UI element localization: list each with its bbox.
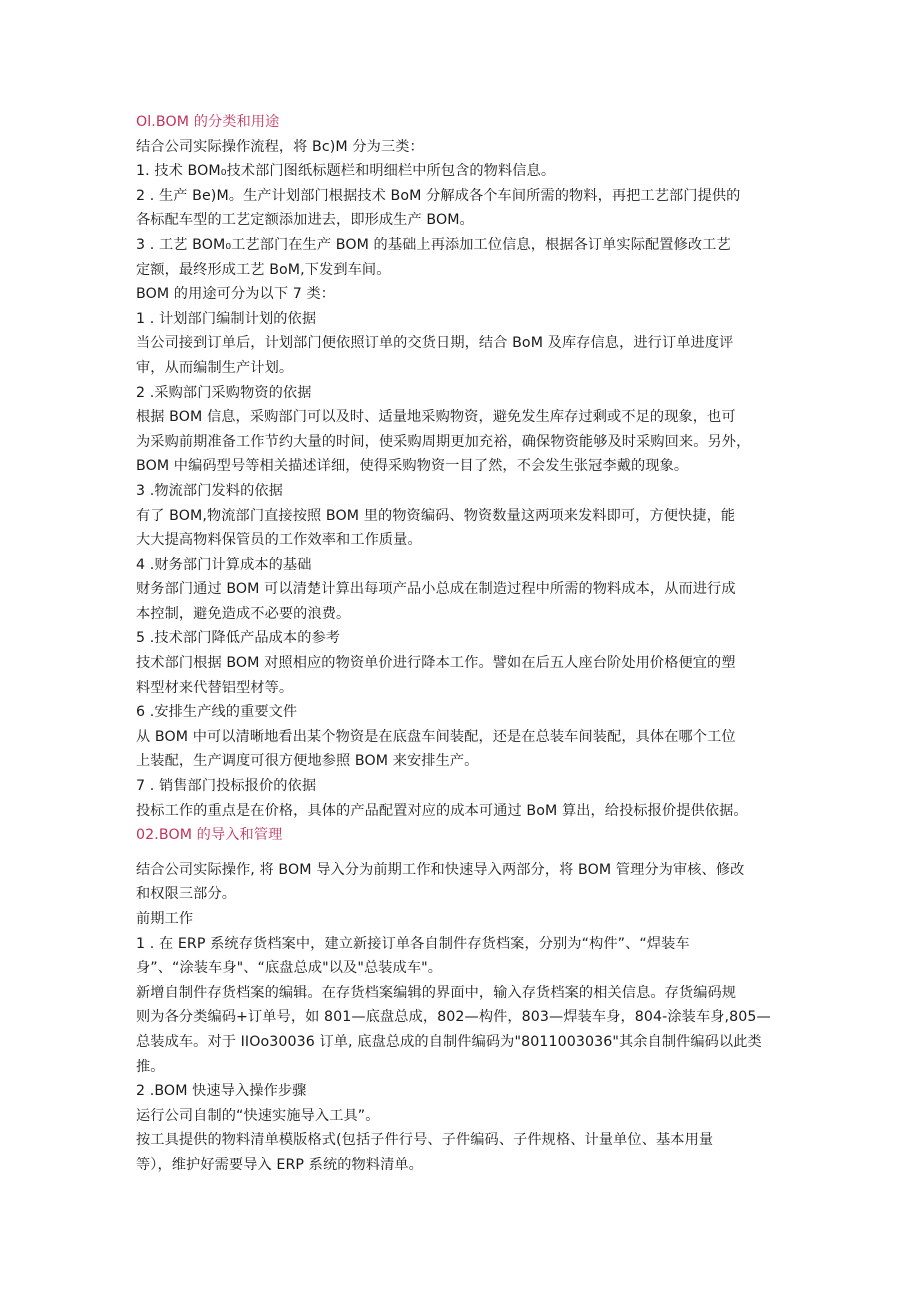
document-body <box>136 110 786 1178</box>
text-line: 上装配，生产调度可很方便地参照 BOM 来安排生产。 <box>136 753 479 770</box>
text-line: 运行公司自制的“快速实施导入工具”。 <box>136 1107 380 1124</box>
text-line: 定额，最终形成工艺 BoM,下发到车间。 <box>136 261 391 278</box>
section-heading: Ol.BOM 的分类和用途 <box>136 114 280 130</box>
text-line: 结合公司实际操作流程，将 Bc)M 分为三类： <box>136 138 424 155</box>
text-line: BOM 的用途可分为以下 7 类： <box>136 286 336 303</box>
text-line: 3 .物流部门发料的依据 <box>136 482 283 499</box>
text-line: 则为各分类编码+订单号，如 801—底盘总成，802—构件，803—焊装车身，804-涂装车身,805— <box>136 1009 771 1026</box>
text-line: 2 .BOM 快速导入操作步骤 <box>136 1083 307 1100</box>
text-line: 大大提高物料保管员的工作效率和工作质量。 <box>136 532 422 549</box>
text-line: 当公司接到订单后，计划部门便依照订单的交货日期，结合 BoM 及库存信息，进行订单进度评 <box>136 335 734 352</box>
text-line: 5 .技术部门降低产品成本的参考 <box>136 630 341 647</box>
text-line: 根据 BOM 信息，采购部门可以及时、适量地采购物资，避免发生库存过剩或不足的现象，也可 <box>136 409 736 426</box>
text-line: 6 .安排生产线的重要文件 <box>136 704 298 721</box>
text-line: 1. 技术 BOM₀技术部门图纸标题栏和明细栏中所包含的物料信息。 <box>136 163 556 180</box>
text-line: 等），维护好需要导入 ERP 系统的物料清单。 <box>136 1156 423 1173</box>
text-line: 有了 BOM,物流部门直接按照 BOM 里的物资编码、物资数量这两项来发料即可，方便快捷，能 <box>136 507 736 524</box>
text-line: 身”、“涂装车身"、“底盘总成"以及"总装成车"。 <box>136 960 443 977</box>
text-line: 3 . 工艺 BOM₀工艺部门在生产 BOM 的基础上再添加工位信息，根据各订单实际配置修改工艺 <box>136 236 731 253</box>
text-line: 和权限三部分。 <box>136 886 237 903</box>
text-line: 为采购前期准备工作节约大量的时间，使采购周期更加充裕，确保物资能够及时采购回来。另外， <box>136 433 751 450</box>
text-line: 料型材来代替铝型材等。 <box>136 679 294 696</box>
text-line: 本控制，避免造成不必要的浪费。 <box>136 605 351 622</box>
text-line: 推。 <box>136 1058 165 1075</box>
text-line: 4 .财务部门计算成本的基础 <box>136 556 312 573</box>
text-line: 技术部门根据 BOM 对照相应的物资单价进行降本工作。譬如在后五人座台阶处用价格便宜的塑 <box>136 655 736 672</box>
text-line: 1 . 计划部门编制计划的依据 <box>136 310 317 327</box>
text-line: 2 . 生产 Be)M。生产计划部门根据技术 BoM 分解成各个车间所需的物料，再把工艺部门提供的 <box>136 187 741 204</box>
text-line: 新增自制件存货档案的编辑。在存货档案编辑的界面中，输入存货档案的相关信息。存货编码规 <box>136 984 737 1001</box>
text-line: 结合公司实际操作, 将 BOM 导入分为前期工作和快速导入两部分，将 BOM 管理分为审核、修改 <box>136 861 745 878</box>
text-line: 按工具提供的物料清单模版格式(包括子件行号、子件编码、子件规格、计量单位、基本用量 <box>136 1132 714 1149</box>
text-line: 财务部门通过 BOM 可以清楚计算出每项产品小总成在制造过程中所需的物料成本，从而进行成 <box>136 581 736 598</box>
text-line: 前期工作 <box>136 911 194 927</box>
text-line: 7 . 销售部门投标报价的依据 <box>136 778 317 795</box>
text-line: BOM 中编码型号等相关描述详细，使得采购物资一目了然，不会发生张冠李戴的现象。 <box>136 458 689 475</box>
text-line: 审，从而编制生产计划。 <box>136 359 294 376</box>
text-line: 各标配车型的工艺定额添加进去，即形成生产 BOM。 <box>136 212 474 229</box>
text-line: 从 BOM 中可以清晰地看出某个物资是在底盘车间装配，还是在总装车间装配，具体在哪个工位 <box>136 728 736 745</box>
section-heading: 02.BOM 的导入和管理 <box>136 827 283 844</box>
text-line: 1 . 在 ERP 系统存货档案中，建立新接订单各自制件存货档案，分别为“构件”、“焊装车 <box>136 935 690 952</box>
text-line: 2 .采购部门采购物资的依据 <box>136 384 312 401</box>
text-line: 投标工作的重点是在价格，具体的产品配置对应的成本可通过 BoM 算出，给投标报价提供依据。 <box>136 802 748 819</box>
text-line: 总装成车。对于 IIOo30036 订单, 底盘总成的自制件编码为"8011003036"其余自制件编码以此类 <box>136 1033 762 1050</box>
